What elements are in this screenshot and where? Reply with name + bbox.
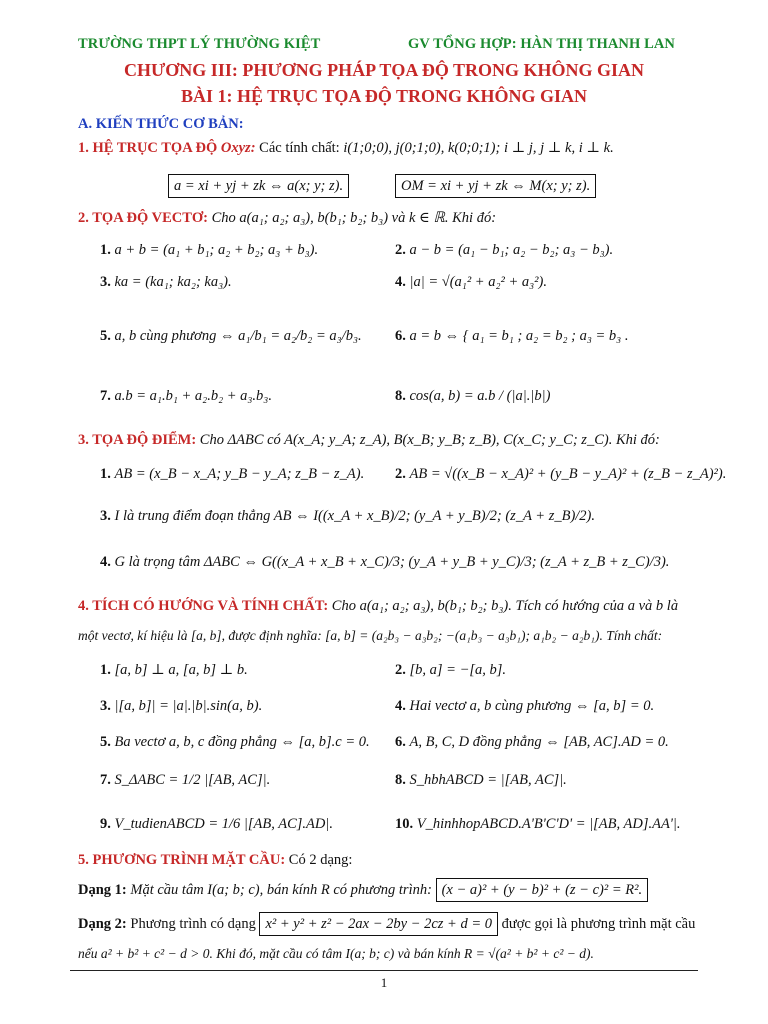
s1-line	[78, 138, 614, 158]
s1-heading: 1. HỆ TRỤC TỌA ĐỘ	[78, 140, 218, 156]
lesson-title: BÀI 1: HỆ TRỤC TỌA ĐỘ TRONG KHÔNG GIAN	[180, 86, 588, 106]
s3-item-4: 4. G là trọng tâm ΔABC ⇔ G((x_A + x_B + x_C)/3; (y_A + y_B + y_C)/3; (z_A + z_B + z_C)/3).	[100, 554, 670, 570]
s5-line	[78, 850, 352, 870]
s1-props: i(1;0;0), j(0;1;0), k(0;0;1); i ⊥ j, j ⊥ k, i ⊥ k.	[343, 140, 614, 156]
s5-form1-equation: (x − a)² + (y − b)² + (z − c)² = R².	[436, 878, 649, 902]
s3-intro: Cho ΔABC có A(x_A; y_A; z_A), B(x_B; y_B; z_B), C(x_C; y_C; z_C). Khi đó:	[199, 432, 660, 448]
s4-item-5: 5. Ba vectơ a, b, c đồng phẳng ⇔ [a, b].c = 0.	[100, 734, 370, 750]
s5-form1-text: Mặt cầu tâm I(a; b; c), bán kính R có phương trình:	[130, 882, 432, 898]
s2-heading: 2. TỌA ĐỘ VECTƠ:	[78, 210, 208, 226]
s2-item-4: 4. |a| = √(a₁² + a₂² + a₃²).	[395, 274, 547, 290]
s4-item-4: 4. Hai vectơ a, b cùng phương ⇔ [a, b] = 0.	[395, 698, 655, 714]
s4-item-3: 3. |[a, b]| = |a|.|b|.sin(a, b).	[100, 698, 263, 714]
s4-item-10: 10. V_hinhhopABCD.A'B'C'D' = |[AB, AD].AA'|.	[395, 816, 681, 832]
chapter-title: CHƯƠNG III: PHƯƠNG PHÁP TỌA ĐỘ TRONG KHÔNG GIAN	[123, 60, 645, 80]
s4-heading: 4. TÍCH CÓ HƯỚNG VÀ TÍNH CHẤT:	[78, 598, 329, 614]
s2-item-8: 8. cos(a, b) = a.b / (|a|.|b|)	[395, 388, 551, 404]
s3-item-2: 2. AB = √((x_B − x_A)² + (y_B − y_A)² + (z_B − z_A)²).	[395, 466, 727, 482]
page-number: 1	[380, 975, 388, 990]
section-a-heading: A. KIẾN THỨC CƠ BẢN:	[78, 116, 244, 132]
s2-item-1: 1. a + b = (a₁ + b₁; a₂ + b₂; a₃ + b₃).	[100, 242, 319, 258]
s4-item-1: 1. [a, b] ⊥ a, [a, b] ⊥ b.	[100, 662, 248, 678]
s5-heading: 5. PHƯƠNG TRÌNH MẶT CẦU:	[78, 852, 286, 868]
footer-divider	[70, 970, 698, 971]
s3-item-1: 1. AB = (x_B − x_A; y_B − y_A; z_B − z_A).	[100, 466, 365, 482]
s1-box1	[168, 174, 349, 198]
s4-item-8: 8. S_hbhABCD = |[AB, AC]|.	[395, 772, 567, 788]
s4-line	[78, 596, 678, 616]
s5-form1-label: Dạng 1:	[78, 882, 127, 898]
s1-props-label: Các tính chất:	[259, 140, 340, 156]
s2-line	[78, 208, 496, 228]
s4-item-6: 6. A, B, C, D đồng phẳng ⇔ [AB, AC].AD = 0.	[395, 734, 669, 750]
s5-form2-text: Phương trình có dạng	[130, 916, 256, 932]
s3-line	[78, 430, 660, 450]
s1-box2	[395, 174, 596, 198]
s2-intro: Cho a(a₁; a₂; a₃), b(b₁; b₂; b₃) và k ∈ ℝ. Khi đó:	[211, 210, 497, 226]
s5-form1	[78, 878, 648, 902]
s2-item-6: 6. a = b ⇔ { a₁ = b₁ ; a₂ = b₂ ; a₃ = b₃ .	[395, 328, 629, 344]
s5-form2-equation: x² + y² + z² − 2ax − 2by − 2cz + d = 0	[259, 912, 498, 936]
s2-item-3: 3. ka = (ka₁; ka₂; ka₃).	[100, 274, 232, 290]
s3-item-3: 3. I là trung điểm đoạn thẳng AB ⇔ I((x_A + x_B)/2; (y_A + y_B)/2; (z_A + z_B)/2).	[100, 508, 596, 524]
s1-heading-system: Oxyz:	[220, 140, 256, 156]
s2-item-5: 5. a, b cùng phương ⇔ a₁/b₁ = a₂/b₂ = a₃/b₃.	[100, 328, 362, 344]
s5-form2-tail: được gọi là phương trình mặt cầu	[501, 916, 696, 932]
s5-form2-label: Dạng 2:	[78, 916, 127, 932]
s5-form2	[78, 912, 695, 936]
s4-intro2-line	[78, 626, 662, 646]
s5-heading-tail: Có 2 dạng:	[288, 852, 353, 868]
s4-item-7: 7. S_ΔABC = 1/2 |[AB, AC]|.	[100, 772, 271, 788]
teacher-name: GV TỔNG HỢP: HÀN THỊ THANH LAN	[408, 36, 675, 52]
s5-form2-line2	[78, 944, 594, 964]
s4-item-2: 2. [b, a] = −[a, b].	[395, 662, 507, 678]
school-name: TRƯỜNG THPT LÝ THƯỜNG KIỆT	[78, 36, 321, 52]
s3-heading: 3. TỌA ĐỘ ĐIỂM:	[78, 432, 197, 448]
s5-form2-condition: nếu a² + b² + c² − d > 0. Khi đó, mặt cầu có tâm I(a; b; c) và bán kính R = √(a² + b² + c² − d).	[78, 946, 594, 961]
s4-intro: Cho a(a₁; a₂; a₃), b(b₁; b₂; b₃). Tích có hướng của a và b là	[331, 598, 679, 614]
s2-item-2: 2. a − b = (a₁ − b₁; a₂ − b₂; a₃ − b₃).	[395, 242, 614, 258]
s2-item-7: 7. a.b = a₁.b₁ + a₂.b₂ + a₃.b₃.	[100, 388, 272, 404]
s4-intro2: một vectơ, kí hiệu là [a, b], được định nghĩa: [a, b] = (a₂b₃ − a₃b₂; −(a₁b₃ − a₃b₁); a₁b₂ − a₂b₁). Tính chất:	[78, 628, 663, 643]
s1-box2-formula: OM = xi + yj + zk ⇔ M(x; y; z).	[395, 174, 596, 198]
s1-box1-formula: a = xi + yj + zk ⇔ a(x; y; z).	[168, 174, 349, 198]
s4-item-9: 9. V_tudienABCD = 1/6 |[AB, AC].AD|.	[100, 816, 333, 832]
